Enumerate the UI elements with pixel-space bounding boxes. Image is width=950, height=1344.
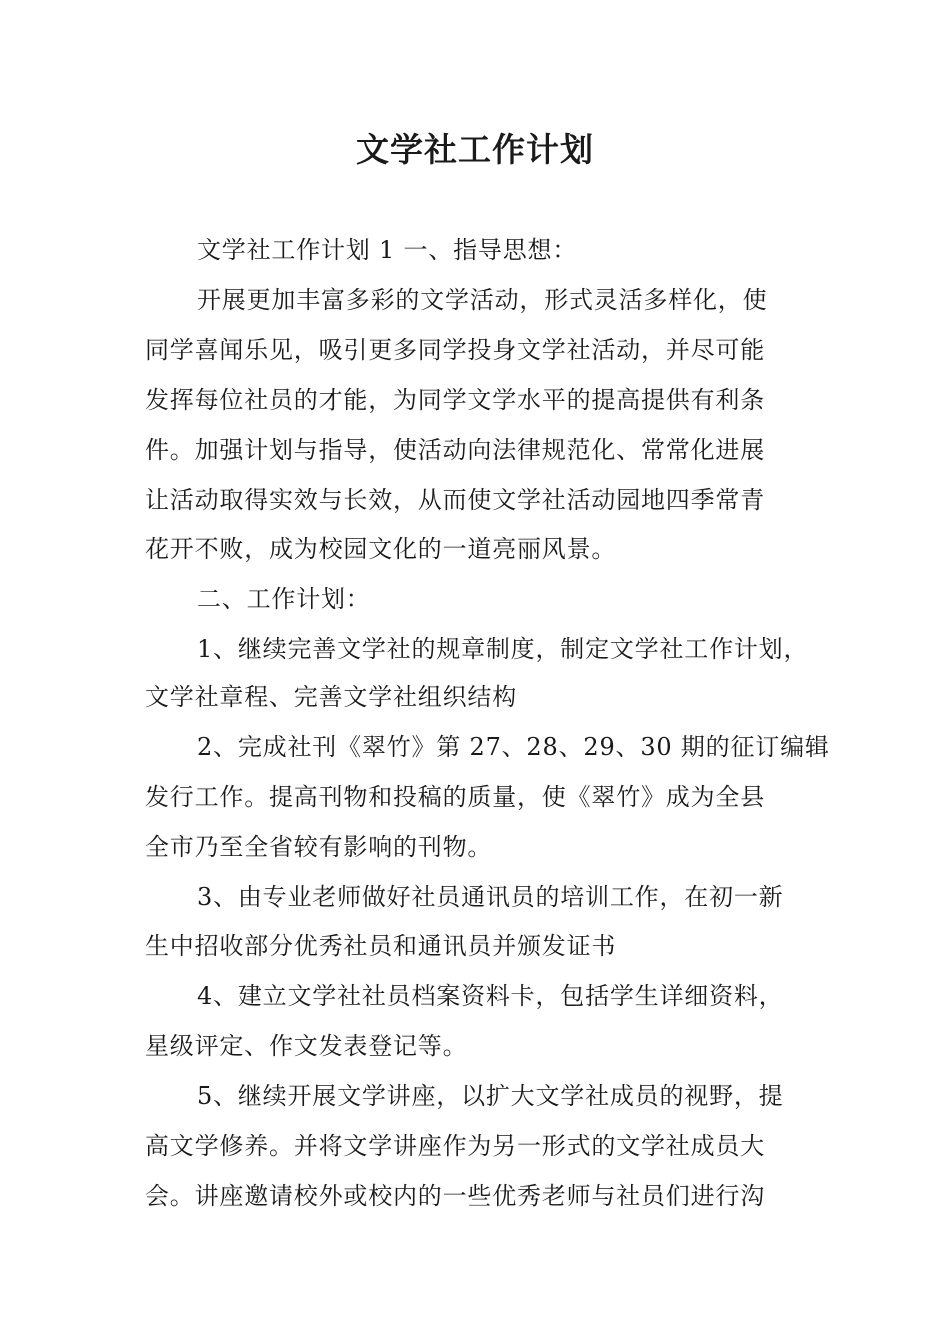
text-line: 文学社工作计划 1 一、指导思想： [197, 236, 578, 264]
text-line: 开展更加丰富多彩的文学活动，形式灵活多样化，使 [197, 286, 768, 314]
text-line: 让活动取得实效与长效，从而使文学社活动园地四季常青 [145, 486, 765, 514]
text-line: 高文学修养。并将文学讲座作为另一形式的文学社成员大 [145, 1132, 765, 1160]
text-line: 3、由专业老师做好社员通讯员的培训工作，在初一新 [197, 883, 784, 911]
text-line: 发挥每位社员的才能，为同学文学水平的提高提供有利条 [145, 386, 765, 414]
text-line: 4、建立文学社社员档案资料卡，包括学生详细资料， [197, 982, 784, 1010]
text-line: 生中招收部分优秀社员和通讯员并颁发证书 [145, 932, 617, 960]
text-line: 5、继续开展文学讲座，以扩大文学社成员的视野，提 [197, 1082, 784, 1110]
text-line: 会。讲座邀请校外或校内的一些优秀老师与社员们进行沟 [145, 1182, 765, 1210]
text-line: 花开不败，成为校园文化的一道亮丽风景。 [145, 535, 617, 563]
text-line: 2、完成社刊《翠竹》第 27、28、29、30 期的征订编辑 [197, 733, 830, 761]
text-line: 件。加强计划与指导，使活动向法律规范化、常常化进展 [145, 436, 765, 464]
text-line: 文学社章程、完善文学社组织结构 [145, 683, 517, 711]
text-line: 发行工作。提高刊物和投稿的质量，使《翠竹》成为全县 [145, 783, 765, 811]
text-line: 全市乃至全省较有影响的刊物。 [145, 833, 493, 861]
document-title: 文学社工作计划 [356, 130, 594, 169]
text-line: 1、继续完善文学社的规章制度，制定文学社工作计划， [197, 635, 809, 663]
text-line: 同学喜闻乐见，吸引更多同学投身文学社活动，并尽可能 [145, 336, 765, 364]
text-line: 二、工作计划： [197, 585, 371, 613]
text-line: 星级评定、作文发表登记等。 [145, 1032, 468, 1060]
